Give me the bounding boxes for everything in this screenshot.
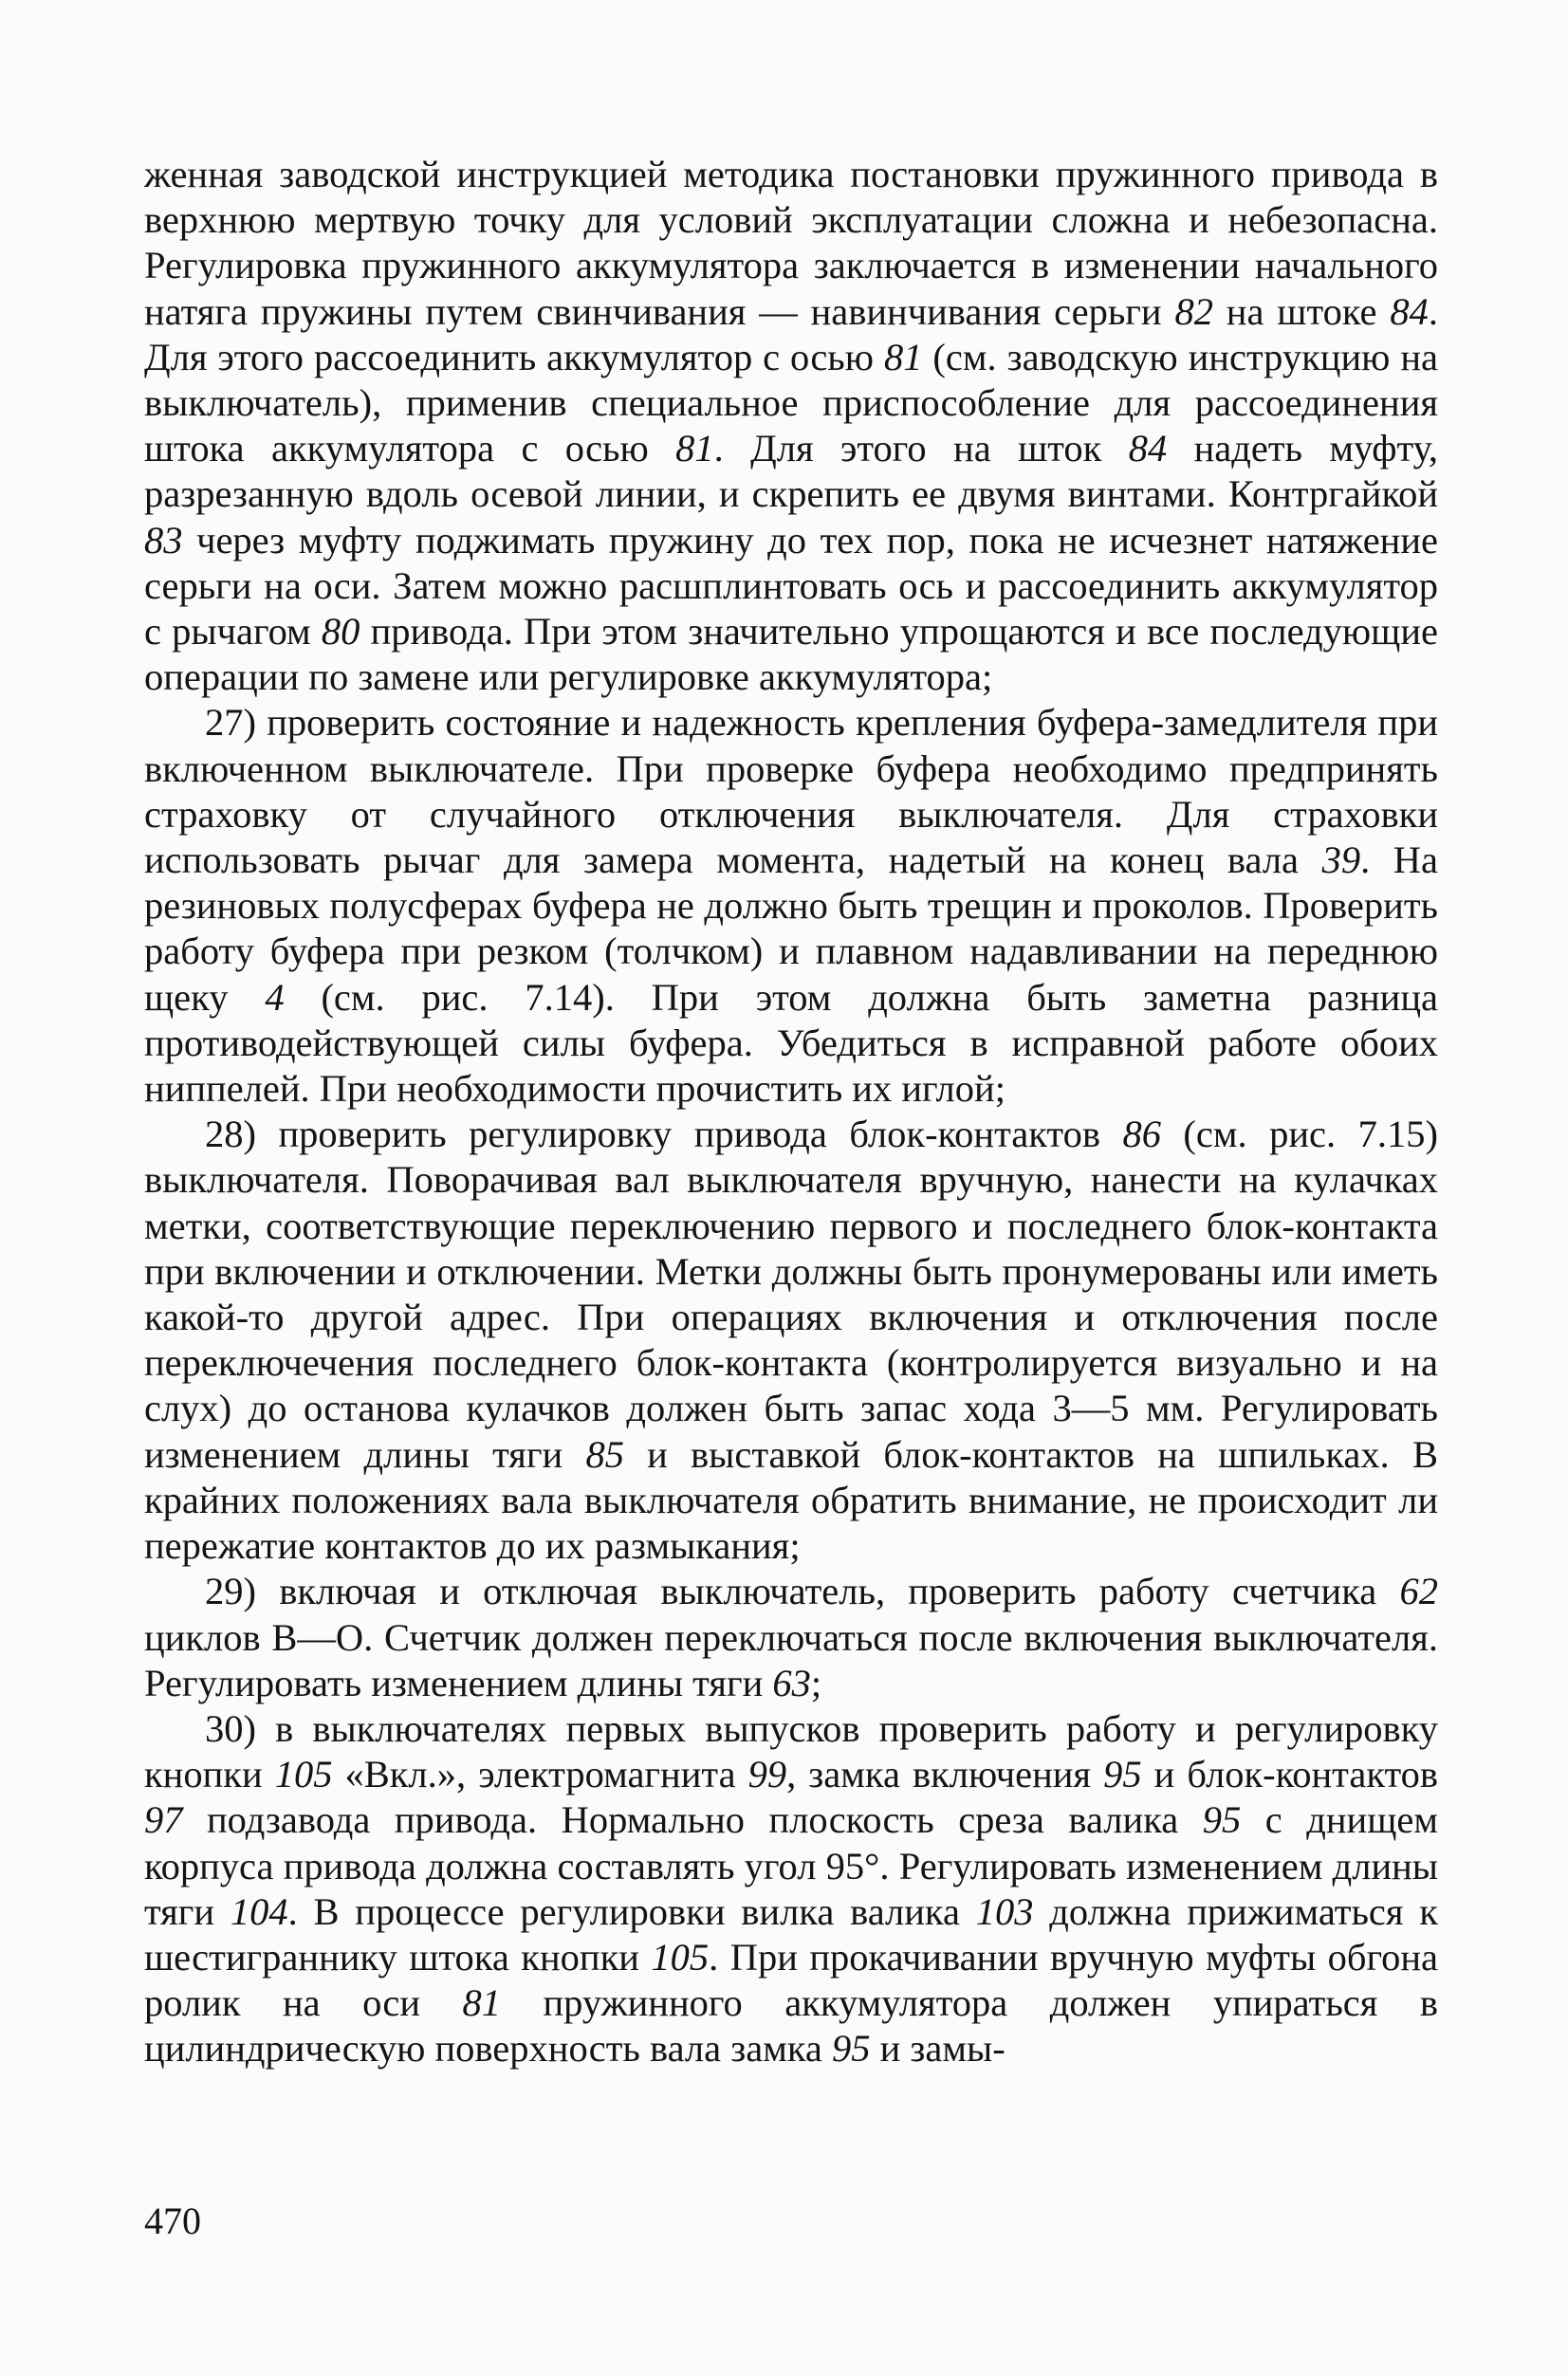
reference-number: 99 <box>747 1753 787 1796</box>
reference-number: 63 <box>772 1661 811 1704</box>
reference-number: 103 <box>975 1889 1034 1933</box>
paragraph-3 <box>144 1112 1438 1569</box>
text-segment: . Для этого на шток <box>713 427 1129 470</box>
reference-number: 81 <box>883 335 923 378</box>
reference-number: 104 <box>230 1889 288 1933</box>
text-segment: . Для этого рассоединить аккумулятор с осью <box>144 289 1438 378</box>
reference-number: 97 <box>144 1798 183 1842</box>
reference-number: 85 <box>585 1432 624 1476</box>
text-segment: на штоке <box>1212 289 1391 333</box>
text-segment: пружинного аккумулятора должен упираться в цилиндрическую поверхность вала замка <box>144 1981 1438 2071</box>
reference-number: 82 <box>1174 289 1213 333</box>
reference-number: 86 <box>1122 1113 1161 1156</box>
reference-number: 81 <box>675 427 714 470</box>
text-segment: . При прокачивании вручную муфты обгона ролик на оси <box>144 1935 1438 2025</box>
text-segment: (см. заводскую инструкцию на выключатель), применив специальное приспособление для рассоединения штока аккумулятора с осью <box>144 335 1438 470</box>
text-segment: ; <box>810 1661 822 1704</box>
text-segment: и замы- <box>870 2027 1005 2071</box>
reference-number: 105 <box>274 1753 333 1796</box>
reference-number: 62 <box>1399 1570 1438 1613</box>
paragraph-2 <box>144 700 1438 1112</box>
text-segment: «Вкл.», электромагнита <box>332 1753 748 1796</box>
reference-number: 83 <box>144 518 183 562</box>
paragraph-1 <box>144 152 1438 700</box>
reference-number: 84 <box>1128 427 1168 470</box>
page-number: 470 <box>144 2200 201 2242</box>
text-segment: 27) проверить состояние и надежность крепления буфера-замедлителя при включенном выключателе. При проверке буфера необходимо предпринять страховку от случайного отключения выключателя. Для страховки использовать рычаг для замера момента, надетый на конец вала <box>144 701 1438 882</box>
reference-number: 4 <box>265 975 285 1019</box>
text-segment: , замка включения <box>786 1753 1104 1796</box>
text-segment: 30) в выключателях первых выпусков проверить работу и регулировку кнопки <box>144 1706 1438 1796</box>
text-segment: (см. рис. 7.14). При этом должна быть заметна разница противодействующей силы буфера. Убедиться в исправной работе обоих ниппелей. При необходимости прочистить их иглой; <box>144 975 1439 1111</box>
text-segment: 29) включая и отключая выключатель, проверить работу счетчика <box>205 1570 1400 1613</box>
text-segment: 28) проверить регулировку привода блок-контактов <box>205 1113 1123 1156</box>
text-segment: (см. рис. 7.15) выключателя. Поворачивая вал выключателя вручную, нанести на кулачках метки, соответствующие переключению первого и последнего блок-контакта при включении и отключении. Метки должны быть пронумерованы или иметь какой-то другой адрес. При операциях включения и отключения после переключечения последнего блок-контакта (контролируется визуально и на слух) до останова кулачков должен быть запас хода 3—5 мм. Регулировать изменением длины тяги <box>144 1113 1438 1476</box>
paragraph-4 <box>144 1569 1438 1706</box>
reference-number: 84 <box>1390 289 1429 333</box>
text-segment: и блок-контактов <box>1141 1753 1439 1796</box>
reference-number: 95 <box>1103 1753 1142 1796</box>
text-segment: привода. При этом значительно упрощаются и все последующие операции по замене или регулировке аккумулятора; <box>144 610 1438 699</box>
text-segment: . На резиновых полусферах буфера не должно быть трещин и проколов. Проверить работу буфера при резком (толчком) и плавном надавливании на переднюю щеку <box>144 838 1438 1019</box>
reference-number: 80 <box>321 610 360 654</box>
reference-number: 95 <box>1202 1798 1242 1842</box>
reference-number: 105 <box>651 1935 710 1979</box>
reference-number: 81 <box>462 1981 502 2025</box>
reference-number: 39 <box>1321 838 1361 882</box>
text-segment: должна прижиматься к шестиграннику штока кнопки <box>144 1889 1438 1979</box>
body-text <box>144 152 1438 2072</box>
text-segment: циклов В—О. Счетчик должен переключаться после включения выключателя. Регулировать изменением длины тяги <box>144 1615 1438 1704</box>
text-segment: подзавода привода. Нормально плоскость среза валика <box>182 1798 1203 1842</box>
text-segment: и выставкой блок-контактов на шпильках. В крайних положениях вала выключателя обратить внимание, не происходит ли пережатие контактов до их размыкания; <box>144 1432 1438 1568</box>
text-segment: женная заводской инструкцией методика постановки пружинного привода в верхнюю мертвую точку для условий эксплуатации сложна и небезопасна. Регулировка пружинного аккумулятора заключается в изменении начального натяга пружины путем свинчивания — навинчивания серьги <box>144 153 1438 333</box>
text-segment: через муфту поджимать пружину до тех пор, пока не исчезнет натяжение серьги на оси. Затем можно расшплинтовать ось и рассоединить аккумулятор с рычагом <box>144 518 1438 654</box>
text-segment: . В процессе регулировки вилка валика <box>287 1889 976 1933</box>
text-segment: надеть муфту, разрезанную вдоль осевой линии, и скрепить ее двумя винтами. Контргайкой <box>144 427 1438 516</box>
reference-number: 95 <box>832 2027 871 2071</box>
paragraph-5 <box>144 1706 1438 2072</box>
text-segment: с днищем корпуса привода должна составлять угол 95°. Регулировать изменением длины тяги <box>144 1798 1438 1933</box>
